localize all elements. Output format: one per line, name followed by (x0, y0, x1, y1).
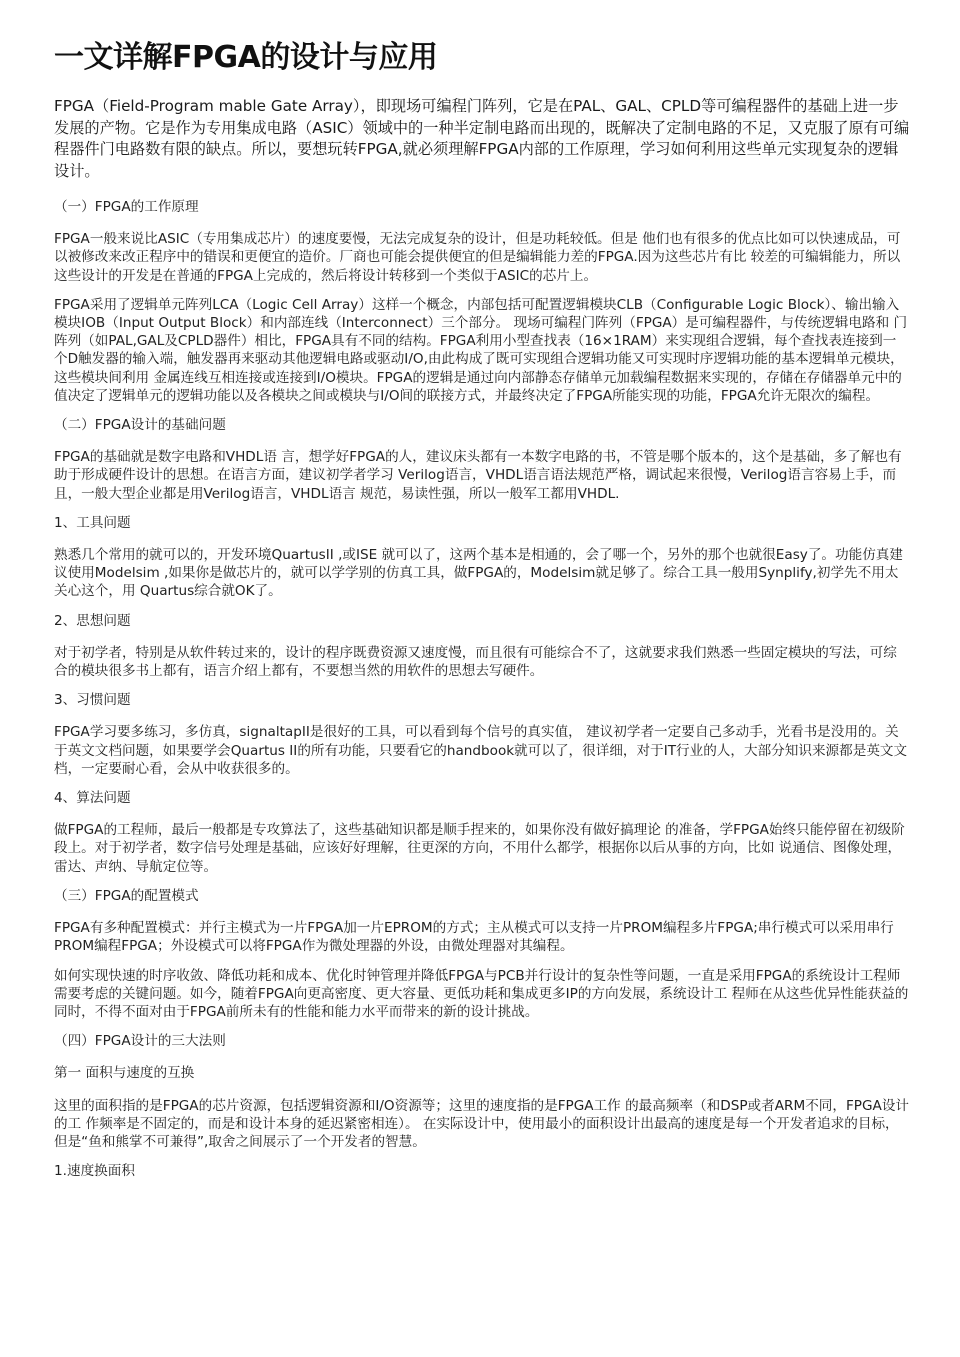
subsection-heading: 2、思想问题 (54, 612, 131, 629)
subsection-area-speed (54, 1064, 910, 1151)
subsection-tools (54, 514, 910, 601)
section-heading: （三）FPGA的配置模式 (54, 887, 199, 904)
subsection-heading: 1.速度换面积 (54, 1163, 135, 1180)
subsection-speed-for-area (54, 1162, 910, 1180)
paragraph: 这里的面积指的是FPGA的芯片资源，包括逻辑资源和I/O资源等；这里的速度指的是FPGA工作 的最高频率（和DSP或者ARM不同，FPGA设计的工 作频率是不固定的，而是和设计本身的延迟紧密相连）。 在实际设计中，使用最小的面积设计出最高的速度是每一个开发者追求的目标，但是“鱼和熊掌不可兼得”,取舍之间展示了一个开发者的智慧。 (54, 1097, 910, 1150)
paragraph: FPGA有多种配置模式：并行主模式为一片FPGA加一片EPROM的方式；主从模式可以支持一片PROM编程多片FPGA;串行模式可以采用串行PROM编程FPGA；外设模式可以将FPGA作为微处理器的外设，由微处理器对其编程。 (54, 920, 894, 955)
subsection-heading: 第一 面积与速度的互换 (54, 1065, 195, 1082)
paragraph: FPGA学习要多练习，多仿真，signaltapII是很好的工具，可以看到每个信号的真实值， 建议初学者一定要自己多动手，光看书是没用的。关于英文文档问题，如果要学会Quartus II的所有功能，只要看它的handbook就可以了，很详细，对于IT行业的人，大部分知识来源都是英文文档，一定要耐心看，会从中收获很多的。 (54, 724, 908, 777)
section-2 (54, 416, 910, 503)
section-heading: （一）FPGA的工作原理 (54, 199, 199, 215)
subsection-habits (54, 691, 910, 778)
paragraph: 做FPGA的工程师，最后一般都是专攻算法了，这些基础知识都是顺手捏来的，如果你没有做好搞理论 的准备，学FPGA始终只能停留在初级阶段上。对于初学者，数字信号处理是基础，应该好好理解，往更深的方向，不用什么都学，根据你以后从事的方向，比如 说通信、图像处理，雷达、声纳、导航定位等。 (54, 822, 905, 875)
paragraph: FPGA采用了逻辑单元阵列LCA（Logic Cell Array）这样一个概念，内部包括可配置逻辑模块CLB（Configurable Logic Block）、输出输入模块IOB（Input Output Block）和内部连线（Interconnect）三个部分。 现场可编程门阵列（FPGA）是可编程器件，与传统逻辑电路和 门阵列（如PAL,GAL及CPLD器件）相比，FPGA具有不同的结构。FPGA利用小型查找表（16×1RAM）来实现组合逻辑，每个查找表连接到一 个D触发器的输入端，触发器再来驱动其他逻辑电路或驱动I/O,由此构成了既可实现组合逻辑功能又可实现时序逻辑功能的基本逻辑单元模块，这些模块间利用 金属连线互相连接或连接到I/O模块。FPGA的逻辑是通过向内部静态存储单元加载编程数据来实现的，存储在存储器单元中的值决定了逻辑单元的逻辑功能以及各模块之间或模块与I/O间的联接方式，并最终决定了FPGA所能实现的功能，FPGA允许无限次的编程。 (54, 296, 908, 404)
subsection-heading: 1、工具问题 (54, 514, 131, 531)
section-heading: （四）FPGA设计的三大法则 (54, 1033, 226, 1050)
intro-paragraph: FPGA（Field-Program mable Gate Array），即现场可编程门阵列，它是在PAL、GAL、CPLD等可编程器件的基础上进一步发展的产物。它是作为专用集成电路（ASIC）领域中的一种半定制电路而出现的，既解决了定制电路的不足，又克服了原有可编程器件门电路数有限的缺点。所以，要想玩转FPGA,就必须理解FPGA内部的工作原理，学习如何利用这些单元实现复杂的逻辑设计。 (54, 97, 910, 180)
subsection-heading: 3、习惯问题 (54, 692, 131, 709)
document-page (54, 38, 910, 1194)
paragraph: FPGA的基础就是数字电路和VHDL语 言，想学好FPGA的人，建议床头都有一本数字电路的书，不管是哪个版本的，这个是基础，多了解也有助于形成硬件设计的思想。在语言方面，建议初学者学习 Verilog语言，VHDL语言语法规范严格，调试起来很慢，Verilog语言容易上手，而且，一般大型企业都是用Verilog语言，VHDL语言 规范，易读性强，所以一般军工都用VHDL. (54, 449, 902, 502)
section-heading: （二）FPGA设计的基础问题 (54, 417, 226, 434)
subsection-thinking (54, 612, 910, 681)
section-3 (54, 887, 910, 1021)
paragraph: 如何实现快速的时序收敛、降低功耗和成本、优化时钟管理并降低FPGA与PCB并行设计的复杂性等问题，一直是采用FPGA的系统设计工程师需要考虑的关键问题。如今，随着FPGA向更高密度、更大容量、更低功耗和集成更多IP的方向发展，系统设计工 程师在从这些优异性能获益的同时，不得不面对由于FPGA前所未有的性能和能力水平而带来的新的设计挑战。 (54, 967, 909, 1020)
page-title: 一文详解FPGA的设计与应用 (54, 40, 438, 75)
section-1 (54, 198, 910, 405)
paragraph: 对于初学者，特别是从软件转过来的，设计的程序既费资源又速度慢，而且很有可能综合不了，这就要求我们熟悉一些固定模块的写法，可综合的模块很多书上都有，语言介绍上都有，不要想当然的用软件的思想去写硬件。 (54, 644, 897, 680)
paragraph: FPGA一般来说比ASIC（专用集成芯片）的速度要慢，无法完成复杂的设计，但是功耗较低。但是 他们也有很多的优点比如可以快速成品，可以被修改来改正程序中的错误和更便宜的造价。厂商也可能会提供便宜的但是编辑能力差的FPGA.因为这些芯片有比 较差的可编辑能力，所以这些设计的开发是在普通的FPGA上完成的，然后将设计转移到一个类似于ASIC的芯片上。 (54, 231, 901, 284)
section-4 (54, 1032, 910, 1050)
subsection-algorithms (54, 789, 910, 876)
paragraph: 熟悉几个常用的就可以的，开发环境QuartusII ,或ISE 就可以了，这两个基本是相通的，会了哪一个，另外的那个也就很Easy了。功能仿真建议使用Modelsim ,如果你是做芯片的，就可以学学别的仿真工具，做FPGA的，Modelsim就足够了。综合工具一般用Synplify,初学先不用太关心这个，用 Quartus综合就OK了。 (54, 547, 903, 600)
subsection-heading: 4、算法问题 (54, 790, 131, 807)
